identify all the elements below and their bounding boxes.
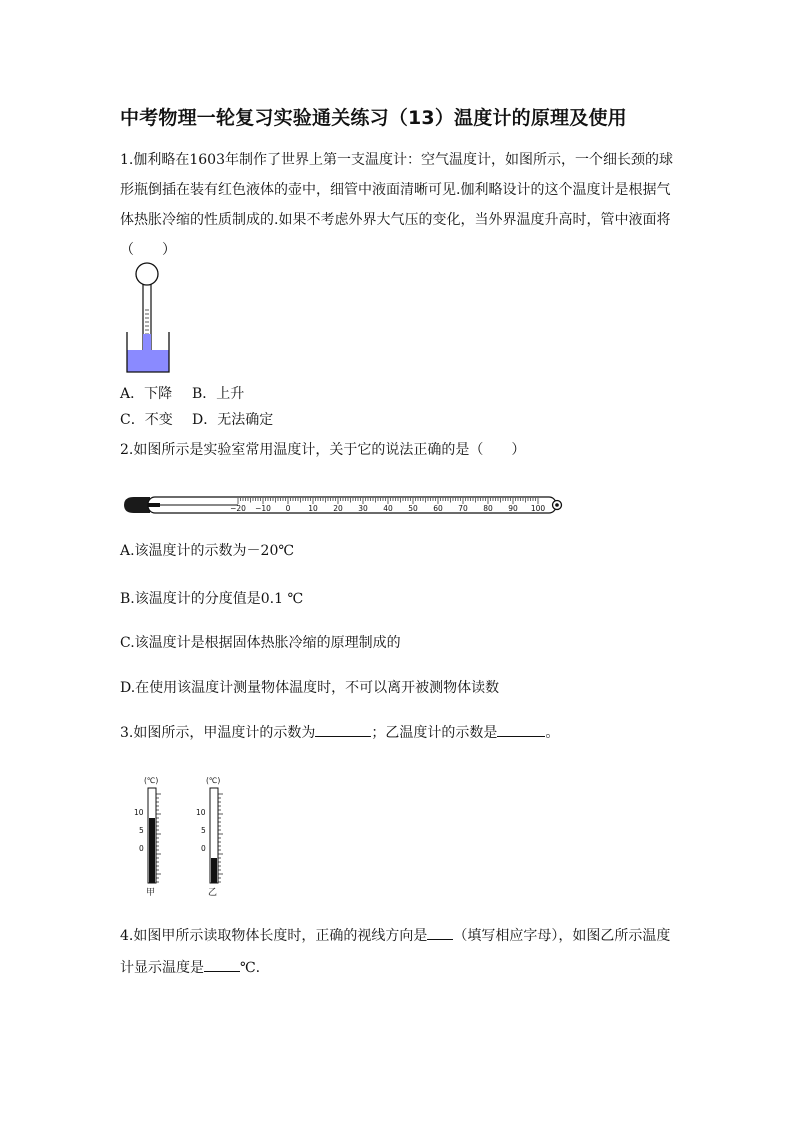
left-thermometer-name: 甲 xyxy=(146,888,156,898)
scale-label: 30 xyxy=(358,504,368,513)
question-3-text-middle: ；乙温度计的示数是 xyxy=(371,725,498,741)
answer-blank-yi[interactable] xyxy=(497,722,545,737)
right-tick-10: 10 xyxy=(196,808,206,817)
scale-label: 60 xyxy=(433,504,443,513)
page-title: 中考物理一轮复习实验通关练习（13）温度计的原理及使用 xyxy=(120,107,627,129)
left-tick-0: 0 xyxy=(139,844,144,853)
question-2-option-d[interactable]: D.在使用该温度计测量物体温度时，不可以离开被测物体读数 xyxy=(120,680,500,696)
right-unit-label: (℃) xyxy=(206,776,221,785)
question-2-option-a[interactable]: A.该温度计的示数为－20℃ xyxy=(120,543,295,559)
scale-label: 80 xyxy=(483,504,493,513)
scale-label: 0 xyxy=(285,504,291,513)
lab-thermometer-figure xyxy=(120,490,568,520)
right-thermometer-name: 乙 xyxy=(208,888,218,898)
question-3-stem xyxy=(120,722,559,743)
scale-label: 70 xyxy=(458,504,468,513)
left-tick-5: 5 xyxy=(139,826,144,835)
answer-blank-jia[interactable] xyxy=(315,722,371,737)
scale-label: 10 xyxy=(308,504,318,513)
two-thermometers-figure xyxy=(130,770,240,900)
right-tick-0: 0 xyxy=(201,844,206,853)
question-1-options-row-1 xyxy=(120,384,244,404)
air-thermometer-figure xyxy=(125,262,180,377)
scale-label: 100 xyxy=(530,504,546,513)
question-4-text-1: 4.如图甲所示读取物体长度时，正确的视线方向是 xyxy=(120,928,428,944)
question-4-stem xyxy=(120,920,680,984)
option-a[interactable]: A．下降 xyxy=(120,386,173,402)
answer-blank-direction[interactable] xyxy=(427,925,453,940)
answer-blank-temperature[interactable] xyxy=(204,957,240,972)
option-c[interactable]: C．不变 xyxy=(120,412,173,428)
scale-label: 50 xyxy=(408,504,418,513)
question-4-text-4: ℃. xyxy=(240,960,261,976)
scale-label: 20 xyxy=(333,504,343,513)
scale-label: 90 xyxy=(508,504,518,513)
question-4-text-3: 计显示温度是 xyxy=(120,960,204,976)
left-unit-label: (℃) xyxy=(144,776,159,785)
question-3-text-end: 。 xyxy=(545,725,560,741)
question-2-option-c[interactable]: C.该温度计是根据固体热胀冷缩的原理制成的 xyxy=(120,635,401,651)
question-1-stem: 1.伽利略在1603年制作了世界上第一支温度计：空气温度计，如图所示，一个细长颈的球形瓶倒插在装有红色液体的壶中，细管中液面清晰可见.伽利略设计的这个温度计是根据气体热胀冷缩的性质制成的.如果不考虑外界大气压的变化，当外界温度升高时，管中液面将（ ） xyxy=(120,152,673,258)
scale-label: −20 xyxy=(230,504,246,513)
option-b[interactable]: B．上升 xyxy=(192,386,245,402)
red-liquid xyxy=(127,350,169,372)
left-mercury-column xyxy=(149,818,155,883)
question-1-options-row-2 xyxy=(120,410,273,430)
right-mercury-column xyxy=(211,858,217,883)
scale-label: 40 xyxy=(383,504,393,513)
question-2-option-b[interactable]: B.该温度计的分度值是0.1 ℃ xyxy=(120,591,304,607)
question-4-text-2: （填写相应字母），如图乙所示温度 xyxy=(453,928,671,944)
question-2-stem: 2.如图所示是实验室常用温度计，关于它的说法正确的是（ ） xyxy=(120,442,526,458)
right-tick-5: 5 xyxy=(201,826,206,835)
left-tick-10: 10 xyxy=(134,808,144,817)
question-3-text-start: 3.如图所示，甲温度计的示数为 xyxy=(120,725,316,741)
option-d[interactable]: D．无法确定 xyxy=(192,412,274,428)
scale-label: −10 xyxy=(255,504,271,513)
